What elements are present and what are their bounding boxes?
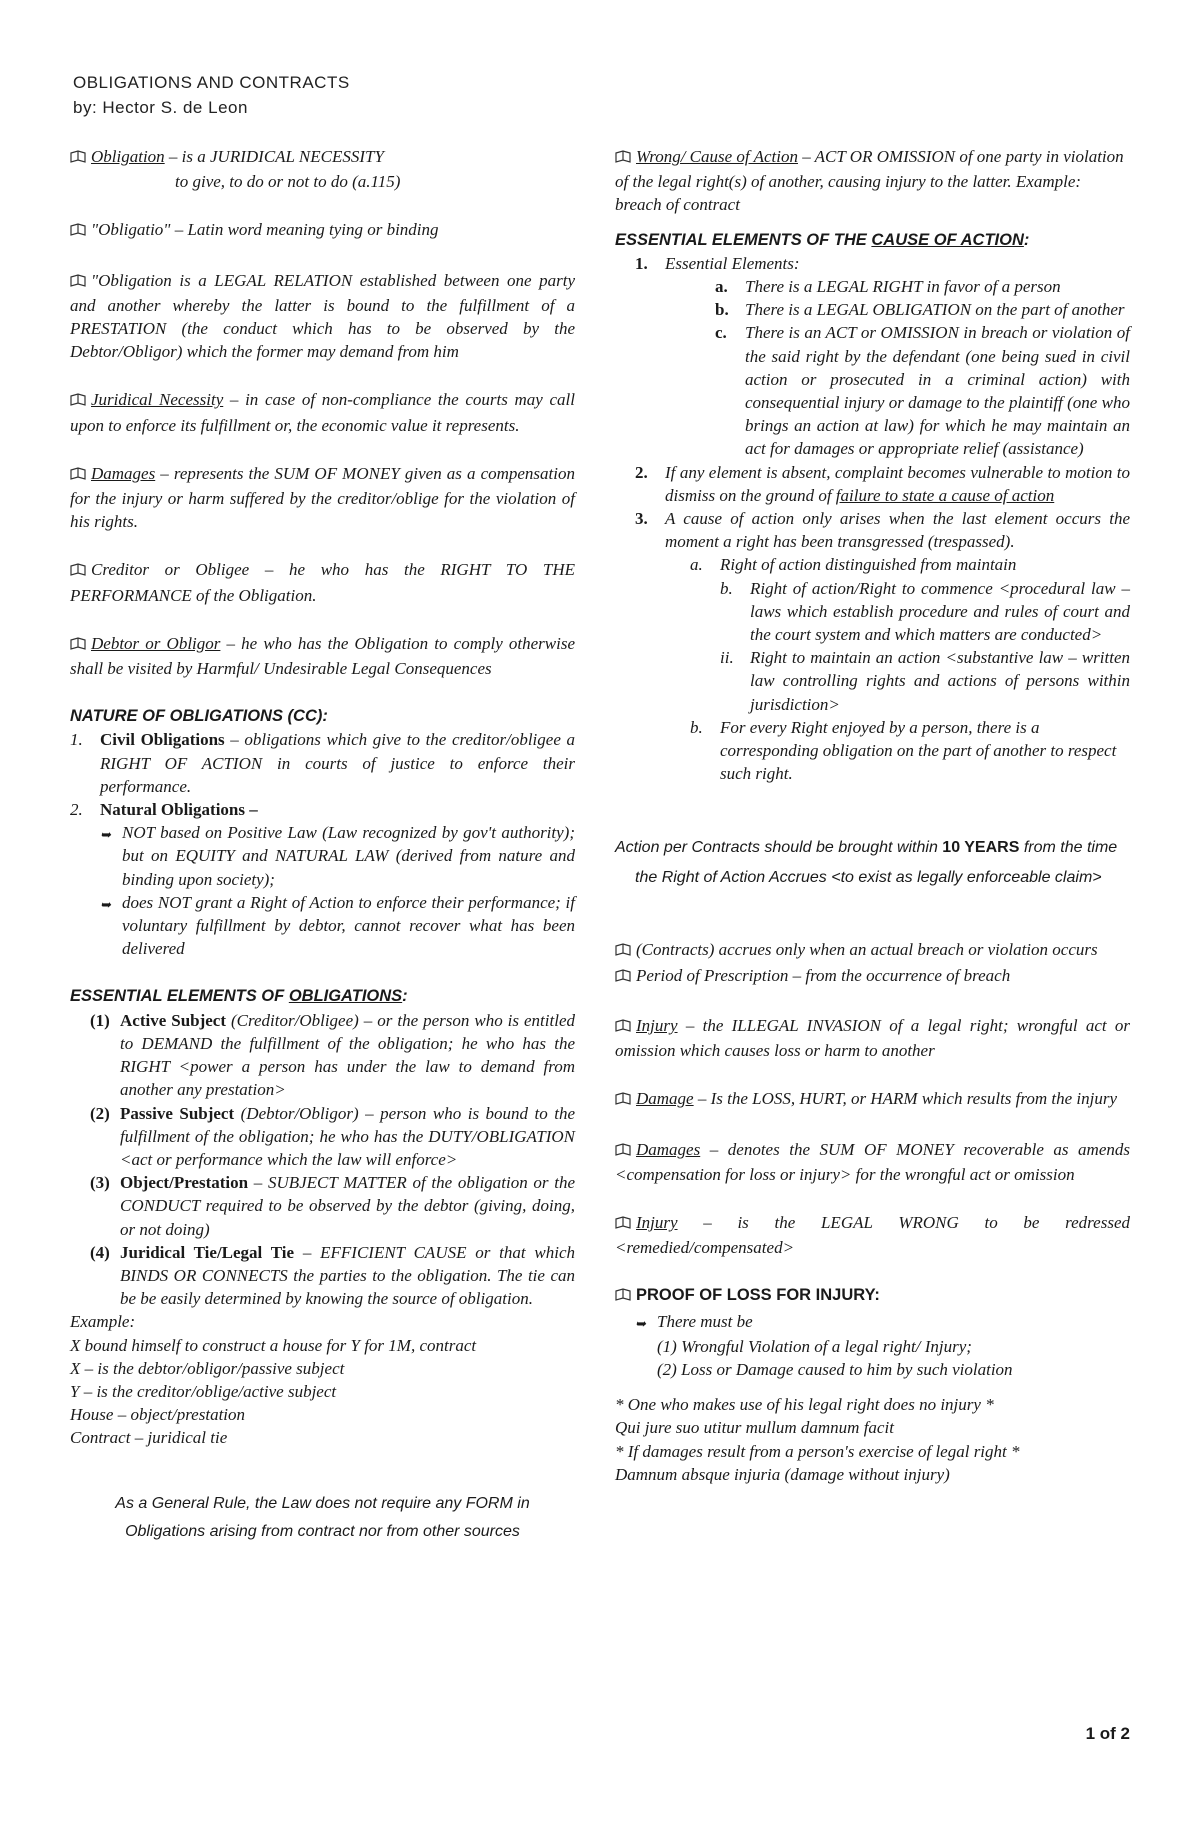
coa-3-i [615, 577, 1130, 647]
prescription-text: Period of Prescription – from the occurrence of breach [636, 965, 1011, 985]
arrow-bullet-icon: ➥ [635, 1315, 646, 1331]
coa-3-a-text: Right of action distinguished from maintain [720, 555, 1017, 575]
coa-3-ii-text: Right to maintain an action <substantive law – written law controlling rights and actions of persons within jurisdiction> [750, 648, 1130, 714]
maxim-line-2: Qui jure suo utitur mullum damnum facit [615, 1418, 894, 1438]
element-1-text: (Creditor/Obligee) – or the person who is entitled to DEMAND the fulfillment of the obligation; he who has the RIGHT <power a person has under the law to demand from another any prestation> [120, 1010, 575, 1100]
coa-1-b-text: There is a LEGAL OBLIGATION on the part of another [745, 300, 1125, 320]
term-damages: Damages [91, 463, 156, 483]
coa-3-b [615, 716, 1130, 786]
term-injury: Injury [636, 1015, 678, 1035]
book-icon [615, 1140, 633, 1163]
element-1 [70, 1009, 575, 1102]
coa-1-a [615, 275, 1130, 298]
nature-1-text: – obligations which give to the creditor/obligee a RIGHT OF ACTION in courts of justice to enforce their performance. [100, 730, 575, 796]
maxim-line-1: * One who makes use of his legal right does no injury * [615, 1395, 994, 1415]
general-rule-note [70, 1490, 575, 1546]
arrow-bullet-icon: ➥ [100, 896, 111, 912]
book-icon [615, 1286, 633, 1309]
left-column [70, 145, 575, 1546]
nature-2-title: Natural Obligations – [100, 800, 258, 820]
nature-item-2 [70, 798, 575, 821]
obligatio-text: "Obligatio" – Latin word meaning tying or binding [91, 220, 439, 240]
coa-1-b [615, 298, 1130, 321]
coa-item-2 [615, 461, 1130, 507]
definition-juridical-necessity [70, 388, 575, 436]
coa-3-a-number: a. [690, 555, 703, 575]
damages-definition: – represents the SUM OF MONEY given as a compensation for the injury or harm suffered by the creditor/oblige for the violation of his rights. [70, 463, 575, 532]
action-line-1 [615, 833, 1130, 863]
element-2-title: Passive Subject [120, 1103, 235, 1123]
coa-2-text: If any element is absent, complaint becomes vulnerable to motion to dismiss on the ground of [665, 462, 1130, 505]
element-3 [70, 1171, 575, 1241]
definition-legal-relation [70, 269, 575, 364]
coa-3-b-text: For every Right enjoyed by a person, there is a corresponding obligation on the part of another to respect such right. [720, 717, 1117, 784]
elements-heading-underlined: OBLIGATIONS [288, 987, 403, 1006]
book-icon [70, 464, 88, 487]
document-title: OBLIGATIONS AND CONTRACTS [73, 73, 350, 92]
example-line: X – is the debtor/obligor/passive subject [70, 1358, 345, 1378]
damages-right-definition: – denotes the SUM OF MONEY recoverable as amends <compensation for loss or injury> for the wrongful act or omission [615, 1139, 1130, 1184]
coa-heading [615, 229, 1130, 252]
document-author: by: Hector S. de Leon [73, 98, 248, 117]
wrong-definition: – ACT OR OMISSION of one party in violation of the legal right(s) of another, causing injury to the latter. Example: breach of contract [615, 147, 1124, 215]
action-line-1-bold: 10 YEARS [942, 839, 1020, 857]
term-debtor: Debtor or Obligor [91, 633, 221, 653]
obligation-definition: – is a JURIDICAL NECESSITY [164, 147, 384, 166]
proof-intro [615, 1310, 1130, 1335]
definition-obligatio [70, 218, 575, 243]
coa-1-c-text: There is an ACT or OMISSION in breach or violation of the said right by the defendant (one being sued in civil action or prosecuted in a criminal action) with consequential injury or damage to the plaintiff (one who brings an action at law) for which he may maintain an act for damages or appropriate relief (assistance) [745, 323, 1130, 459]
arrow-bullet-icon: ➥ [100, 827, 111, 843]
element-3-text: – SUBJECT MATTER of the obligation or the CONDUCT required to be observed by the debtor (giving, doing, or not doing) [120, 1173, 575, 1239]
example-line: House – object/prestation [70, 1405, 246, 1425]
definition-debtor [70, 632, 575, 680]
term-damages-right: Damages [636, 1139, 701, 1159]
accrues-text: (Contracts) accrues only when an actual breach or violation occurs [636, 940, 1098, 960]
coa-1-c [615, 321, 1130, 460]
nature-2-point-a [70, 821, 575, 891]
nature-heading: NATURE OF OBLIGATIONS (CC): [70, 707, 328, 726]
book-icon [615, 1089, 633, 1112]
general-rule-line-2: Obligations arising from contract nor from other sources [125, 1522, 520, 1540]
term-juridical-necessity: Juridical Necessity [91, 390, 224, 410]
injury-2-definition: – is the LEGAL WRONG to be redressed <remedied/compensated> [615, 1212, 1130, 1258]
element-4-text: – EFFICIENT CAUSE or that which BINDS OR CONNECTS the parties to the obligation. The tie can be be easily determined by knowing the source of obligation. [120, 1242, 575, 1309]
book-icon [70, 390, 88, 413]
coa-1-b-number: b. [715, 300, 729, 320]
nature-1-number: 1. [70, 730, 83, 750]
definition-damage [615, 1087, 1130, 1112]
juridical-definition: – in case of non-compliance the courts may call upon to enforce its fulfillment or, the economic value it represents. [70, 390, 575, 435]
general-rule-line-1: As a General Rule, the Law does not require any FORM in [115, 1494, 530, 1512]
document-header [73, 70, 350, 120]
nature-2-point-b [70, 891, 575, 961]
coa-3-b-number: b. [690, 717, 703, 737]
term-wrong: Wrong/ Cause of Action [636, 147, 798, 166]
definition-creditor [70, 558, 575, 606]
coa-item-3 [615, 507, 1130, 553]
coa-3-number: 3. [635, 509, 648, 529]
element-4 [70, 1241, 575, 1311]
book-icon [70, 147, 88, 170]
coa-3-text: A cause of action only arises when the last element occurs the moment a right has been transgressed (trespassed). [665, 509, 1130, 552]
book-icon [615, 940, 633, 963]
nature-1-title: Civil Obligations [100, 730, 225, 750]
element-1-number: (1) [90, 1010, 110, 1030]
coa-2-underlined: failure to state a cause of action [835, 485, 1055, 505]
maxim-line-4: Damnum absque injuria (damage without injury) [615, 1464, 950, 1484]
coa-heading-pre: ESSENTIAL ELEMENTS OF THE [615, 230, 872, 249]
coa-3-ii-number: ii. [720, 648, 734, 668]
nature-2-b-text: does NOT grant a Right of Action to enforce their performance; if voluntary fulfillment by debtor, cannot recover what has been delivered [122, 892, 575, 959]
coa-2-number: 2. [635, 462, 648, 482]
elements-heading-post: : [402, 987, 408, 1006]
elements-heading-pre: ESSENTIAL ELEMENTS OF [70, 987, 289, 1006]
coa-1-c-number: c. [715, 323, 727, 343]
legal-maxims [615, 1393, 1130, 1486]
coa-3-i-text: Right of action/Right to commence <procedural law – laws which establish procedure and rules of court and the court system and which matters are conducted> [750, 578, 1130, 645]
coa-heading-post: : [1023, 230, 1030, 249]
proof-heading-text: PROOF OF LOSS FOR INJURY: [636, 1286, 880, 1305]
proof-item-1: (1) Wrongful Violation of a legal right/ Injury; [657, 1336, 972, 1356]
note-prescription [615, 964, 1130, 989]
action-line-2: the Right of Action Accrues <to exist as legally enforceable claim> [635, 869, 1102, 887]
proof-item-2: (2) Loss or Damage caused to him by such violation [657, 1359, 1013, 1379]
book-icon [615, 147, 633, 170]
coa-1-title: Essential Elements: [665, 253, 800, 273]
book-icon [70, 634, 88, 657]
definition-injury [615, 1014, 1130, 1062]
example-line: Example: [70, 1312, 136, 1332]
definition-obligation [70, 145, 575, 170]
book-icon [615, 966, 633, 989]
example-block [70, 1310, 575, 1449]
page-number [1086, 1724, 1130, 1744]
coa-3-i-number: b. [720, 578, 733, 598]
book-icon [615, 1213, 633, 1236]
obligation-definition-cont: to give, to do or not to do (a.115) [175, 172, 401, 192]
example-line: Contract – juridical tie [70, 1428, 228, 1448]
debtor-definition: – he who has the Obligation to comply otherwise shall be visited by Harmful/ Undesirable Legal Consequences [70, 633, 576, 679]
element-4-number: (4) [90, 1242, 110, 1262]
nature-2-a-text: NOT based on Positive Law (Law recognized by gov't authority); but on EQUITY and NATURAL LAW (derived from nature and binding upon society); [122, 823, 575, 889]
proof-heading [615, 1284, 1130, 1309]
example-line: X bound himself to construct a house for Y for 1M, contract [70, 1335, 477, 1355]
coa-heading-underlined: CAUSE OF ACTION [871, 230, 1024, 249]
proof-intro-text: There must be [657, 1311, 753, 1331]
coa-1-number: 1. [635, 253, 648, 273]
nature-item-1 [70, 728, 575, 798]
injury-definition: – the ILLEGAL INVASION of a legal right; wrongful act or omission which causes loss or harm to another [615, 1015, 1130, 1061]
definition-injury-legal-wrong [615, 1211, 1130, 1259]
action-contracts-note [615, 833, 1130, 893]
definition-damages-right [615, 1138, 1130, 1186]
element-1-title: Active Subject [120, 1010, 227, 1030]
coa-1-a-text: There is a LEGAL RIGHT in favor of a person [745, 277, 1061, 297]
book-icon [70, 220, 88, 243]
right-column [615, 145, 1130, 1486]
element-2-number: (2) [90, 1103, 110, 1123]
element-2 [70, 1102, 575, 1172]
nature-2-number: 2. [70, 800, 83, 820]
element-3-number: (3) [90, 1173, 110, 1193]
book-icon [70, 560, 88, 583]
page-number-text: 1 of 2 [1085, 1724, 1130, 1743]
action-line-1-post: from the time [1019, 839, 1118, 857]
coa-3-ii [615, 646, 1130, 716]
definition-damages [70, 462, 575, 534]
book-icon [615, 1016, 633, 1039]
element-4-title: Juridical Tie/Legal Tie [120, 1242, 295, 1262]
action-line-1-pre: Action per Contracts should be brought within [615, 839, 943, 857]
legal-relation-text: "Obligation is a LEGAL RELATION established between one party and another whereby the latter is bound to the fulfillment of a PRESTATION (the conduct which has to be observed by the Debtor/Obligor) which the former may demand from him [70, 270, 575, 362]
term-obligation: Obligation [91, 147, 165, 166]
term-injury-2: Injury [636, 1212, 678, 1232]
term-damage: Damage [636, 1089, 694, 1109]
maxim-line-3: * If damages result from a person's exercise of legal right * [615, 1441, 1020, 1461]
elements-heading [70, 985, 575, 1008]
creditor-text: Creditor or Obligee – he who has the RIGHT TO THE PERFORMANCE of the Obligation. [70, 560, 575, 605]
coa-3-a [615, 553, 1130, 576]
book-icon [70, 271, 88, 294]
note-accrues [615, 938, 1130, 963]
coa-item-1 [615, 252, 1130, 275]
element-2-text: (Debtor/Obligor) – person who is bound to the fulfillment of the obligation; he who has the DUTY/OBLIGATION <act or performance which the law will enforce> [120, 1103, 575, 1169]
example-line: Y – is the creditor/oblige/active subject [70, 1381, 337, 1401]
coa-1-a-number: a. [715, 277, 728, 297]
definition-wrong [615, 145, 1130, 217]
damage-definition: – Is the LOSS, HURT, or HARM which results from the injury [693, 1089, 1118, 1109]
element-3-title: Object/Prestation [120, 1173, 249, 1193]
